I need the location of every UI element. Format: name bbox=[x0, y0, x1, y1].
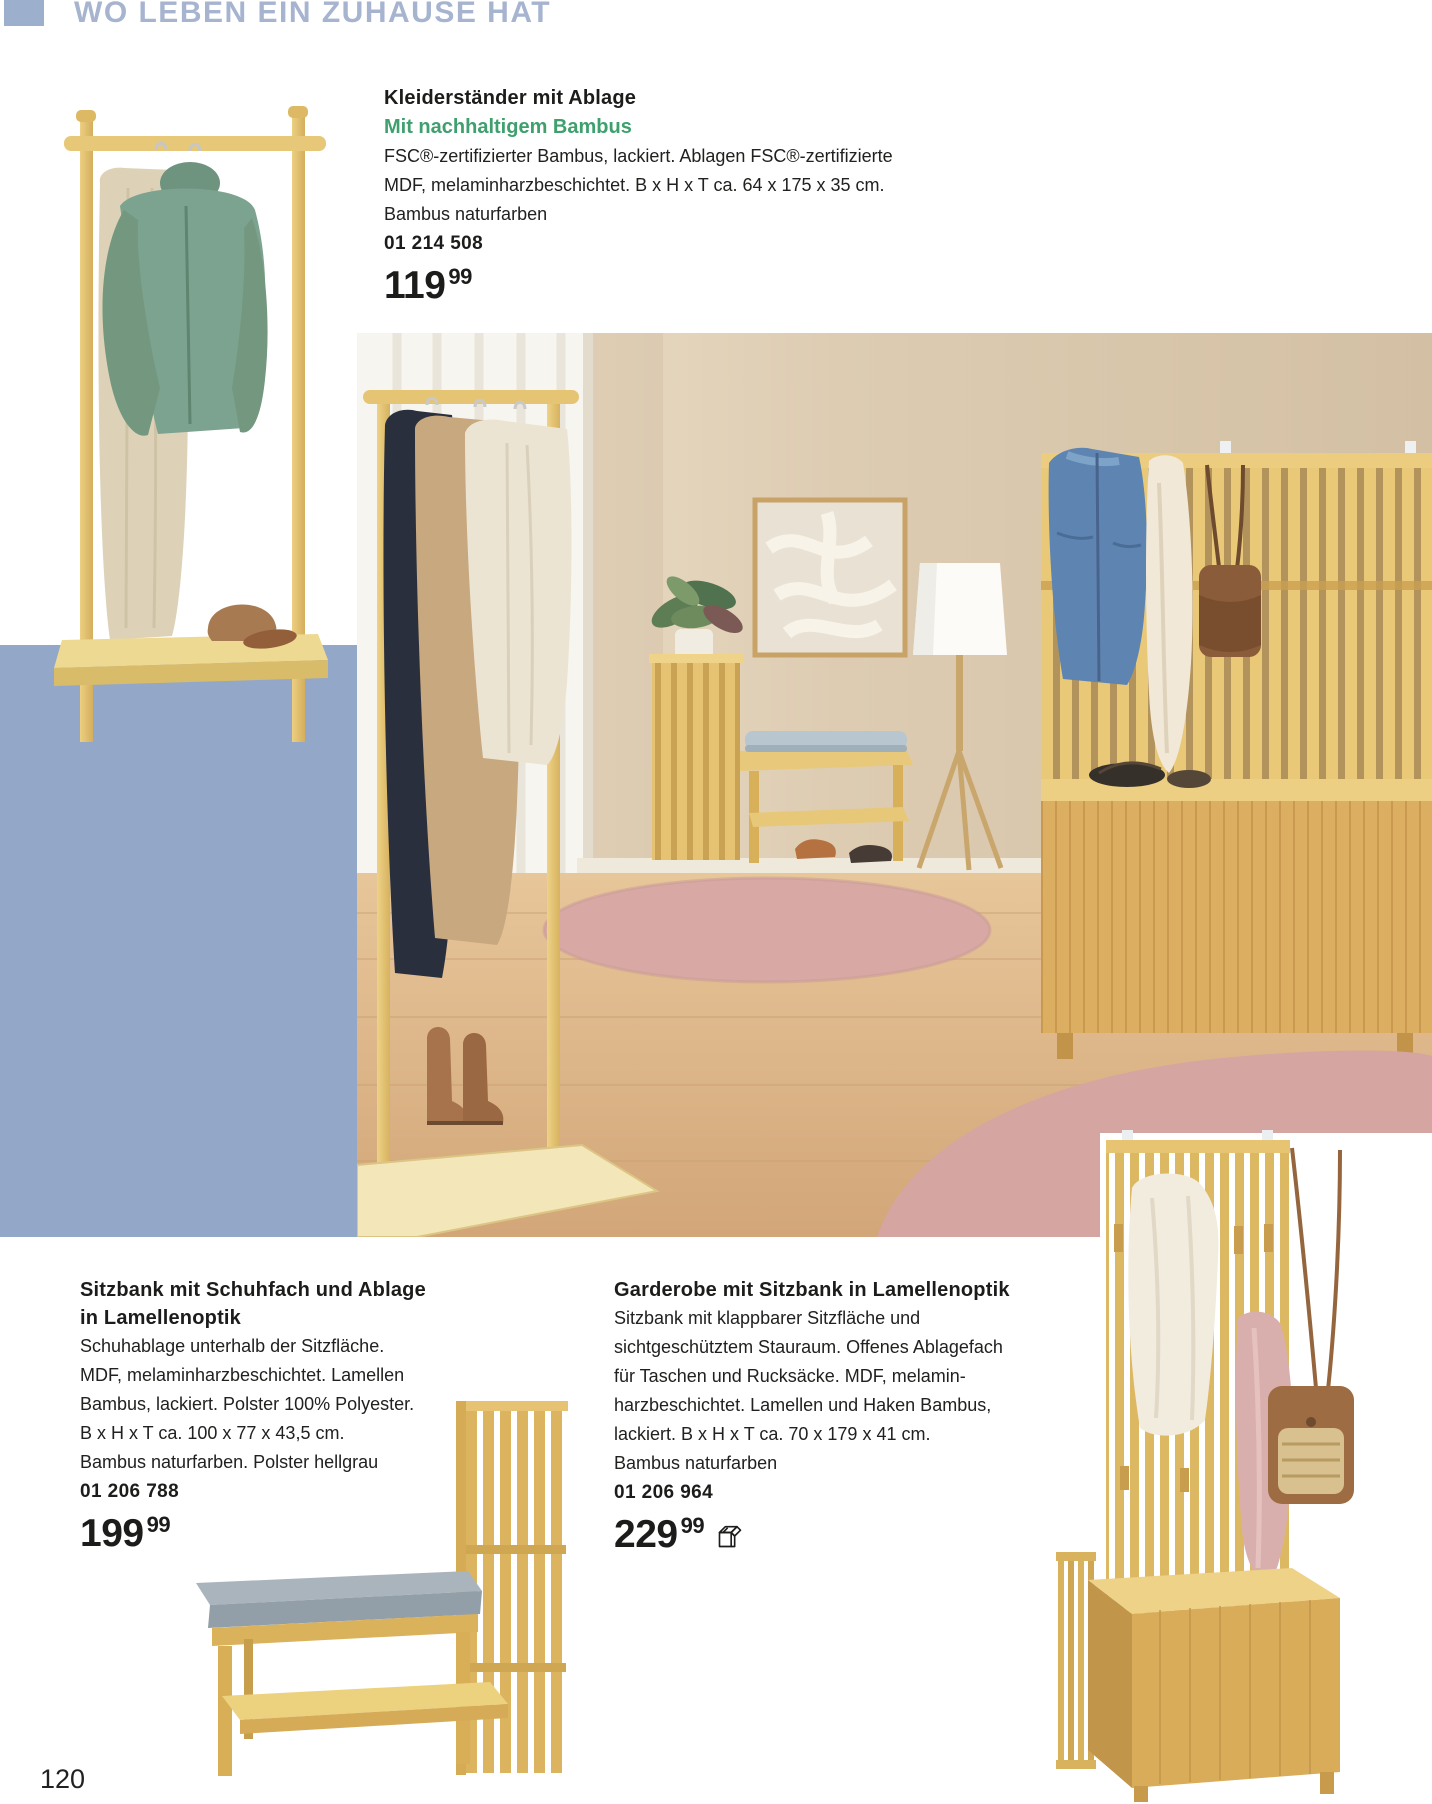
product-description-line: lackiert. B x H x T ca. 70 x 179 x 41 cm. bbox=[614, 1424, 931, 1444]
product-photo-kleiderstaender bbox=[40, 88, 340, 760]
product-eco-subtitle: Mit nachhaltigem Bambus bbox=[384, 116, 632, 138]
article-number: 01 214 508 bbox=[384, 233, 484, 254]
product-description-line: für Taschen und Rucksäcke. MDF, melamin- bbox=[614, 1366, 966, 1386]
product-description-line: Sitzbank mit klappbarer Sitzfläche und bbox=[614, 1308, 921, 1328]
price bbox=[614, 1513, 1074, 1557]
product-info-garderobe bbox=[614, 1276, 1074, 1557]
product-description-line: Bambus, lackiert. Polster 100% Polyester. bbox=[80, 1394, 415, 1414]
slat-wardrobe bbox=[1041, 441, 1432, 1059]
white-jacket bbox=[1128, 1173, 1218, 1435]
price-euros: 119 bbox=[384, 264, 446, 307]
product-description-line: MDF, melaminharzbeschichtet. Lamellen bbox=[80, 1365, 405, 1385]
page-title: WO LEBEN EIN ZUHAUSE HAT bbox=[74, 0, 552, 29]
cream-jacket bbox=[465, 420, 572, 766]
price bbox=[80, 1512, 520, 1556]
price-euros: 229 bbox=[614, 1513, 678, 1556]
price bbox=[384, 264, 944, 308]
product-description-line: sichtgeschütztem Stauraum. Offenes Ablagefach bbox=[614, 1337, 1003, 1357]
price-cents: 99 bbox=[448, 264, 472, 289]
price-cents: 99 bbox=[680, 1513, 705, 1538]
product-title: Garderobe mit Sitzbank in Lamellenoptik bbox=[614, 1279, 1010, 1301]
product-info-kleiderstaender bbox=[384, 84, 944, 308]
product-title-line2: in Lamellenoptik bbox=[80, 1307, 242, 1329]
bench bbox=[196, 1571, 508, 1776]
product-description-line: MDF, melaminharzbeschichtet. B x H x T ca. 64 x 175 x 35 cm. bbox=[384, 175, 885, 195]
product-description-line: Schuhablage unterhalb der Sitzfläche. bbox=[80, 1336, 385, 1356]
article-number: 01 206 964 bbox=[614, 1482, 714, 1503]
product-description-line: harzbeschichtet. Lamellen und Haken Bambus, bbox=[614, 1395, 992, 1415]
product-description-line: Bambus naturfarben bbox=[384, 204, 548, 224]
wall-art-frame bbox=[755, 500, 905, 655]
product-title: Sitzbank mit Schuhfach und Ablage bbox=[80, 1279, 426, 1301]
product-photo-garderobe bbox=[1040, 1128, 1432, 1804]
product-info-sitzbank bbox=[80, 1276, 520, 1556]
product-description-line: B x H x T ca. 100 x 77 x 43,5 cm. bbox=[80, 1423, 345, 1443]
product-title: Kleiderständer mit Ablage bbox=[384, 87, 637, 109]
page-number: 120 bbox=[40, 1764, 86, 1794]
green-jacket bbox=[102, 162, 267, 436]
product-description-line: FSC®-zertifizierter Bambus, lackiert. Ablagen FSC®-zertifizierte bbox=[384, 146, 893, 166]
room-photo bbox=[357, 333, 1432, 1237]
storage-chest bbox=[1088, 1568, 1340, 1802]
article-number: 01 206 788 bbox=[80, 1481, 180, 1502]
denim-jacket bbox=[1049, 448, 1147, 685]
package-icon bbox=[716, 1523, 744, 1549]
product-description-line: Bambus naturfarben. Polster hellgrau bbox=[80, 1452, 379, 1472]
header-accent-square bbox=[4, 0, 44, 26]
wardrobe-chest bbox=[1041, 763, 1432, 1059]
price-euros: 199 bbox=[80, 1512, 144, 1555]
product-description-line: Bambus naturfarben bbox=[614, 1453, 778, 1473]
price-cents: 99 bbox=[146, 1512, 171, 1537]
